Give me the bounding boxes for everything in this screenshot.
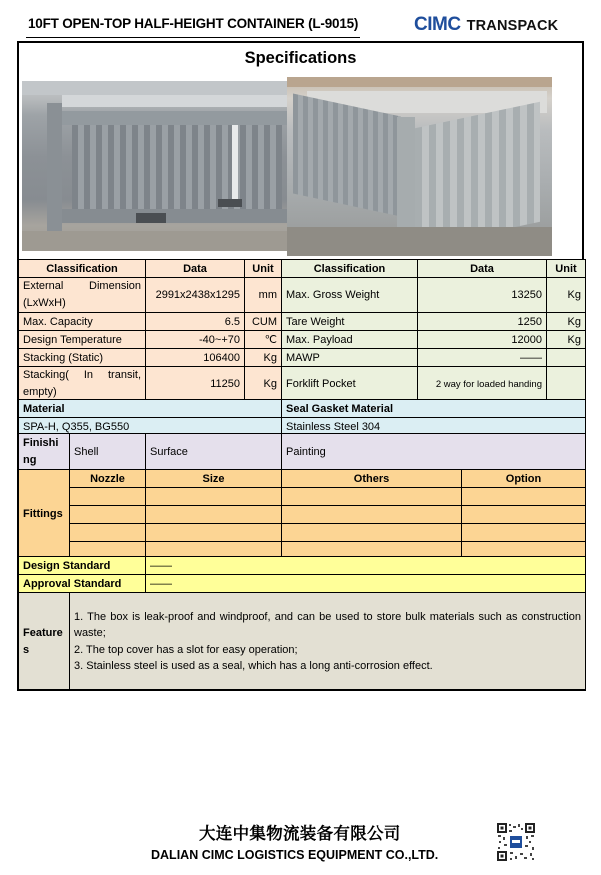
spec-unit: Kg bbox=[245, 349, 282, 367]
spec-unit: Kg bbox=[547, 313, 586, 331]
features-list bbox=[70, 593, 586, 691]
document-title: 10FT OPEN-TOP HALF-HEIGHT CONTAINER (L-9015) bbox=[28, 16, 359, 31]
fitting-option bbox=[462, 524, 586, 542]
feature-item: 2. The top cover has a slot for easy operation; bbox=[74, 643, 298, 656]
design-standard-row bbox=[19, 557, 586, 575]
finishing-value: Painting bbox=[282, 434, 586, 470]
spec-unit bbox=[547, 367, 586, 402]
spec-value: 13250 bbox=[418, 278, 547, 313]
approval-standard-value: —— bbox=[146, 575, 586, 593]
spec-unit: Kg bbox=[547, 331, 586, 349]
title-underline bbox=[26, 37, 360, 38]
spec-value: 11250 bbox=[146, 367, 245, 402]
spec-label: Max. Gross Weight bbox=[282, 278, 418, 313]
design-standard-label: Design Standard bbox=[19, 557, 146, 575]
header-classification-right: Classification bbox=[282, 260, 418, 278]
spec-value: 2991x2438x1295 bbox=[146, 278, 245, 313]
approval-standard-label: Approval Standard bbox=[19, 575, 146, 593]
spec-label: Stacking( In transit, empty) bbox=[19, 367, 146, 402]
brand-sub: TRANSPACK bbox=[466, 18, 559, 34]
spec-row bbox=[19, 313, 586, 331]
fitting-others bbox=[282, 506, 462, 524]
finishing-shell: Shell bbox=[70, 434, 146, 470]
qr-code-icon bbox=[496, 822, 536, 862]
section-title: Specifications bbox=[244, 49, 357, 67]
spec-value: 2 way for loaded handing bbox=[418, 367, 547, 402]
company-name-cn: 大连中集物流装备有限公司 bbox=[199, 825, 401, 843]
header-data: Data bbox=[146, 260, 245, 278]
header-classification: Classification bbox=[19, 260, 146, 278]
fitting-option bbox=[462, 488, 586, 506]
spec-row bbox=[19, 367, 586, 402]
fittings-header-row bbox=[19, 470, 586, 488]
brand-main: CIMC bbox=[414, 14, 461, 35]
material-table bbox=[18, 399, 586, 436]
material-header-row bbox=[19, 400, 586, 418]
spec-value: -40~+70 bbox=[146, 331, 245, 349]
fitting-nozzle bbox=[70, 488, 146, 506]
container-photo-side bbox=[22, 81, 287, 251]
spec-value: 1250 bbox=[418, 313, 547, 331]
spec-label: Design Temperature bbox=[19, 331, 146, 349]
spec-unit: Kg bbox=[547, 278, 586, 313]
spec-label: MAWP bbox=[282, 349, 418, 367]
spec-label: Max. Payload bbox=[282, 331, 418, 349]
fittings-label: Fittings bbox=[19, 470, 70, 560]
finishing-surface: Surface bbox=[146, 434, 282, 470]
fitting-option bbox=[462, 506, 586, 524]
design-standard-value: —— bbox=[146, 557, 586, 575]
company-name-en: DALIAN CIMC LOGISTICS EQUIPMENT CO.,LTD. bbox=[151, 848, 439, 862]
fitting-size bbox=[146, 524, 282, 542]
spec-row bbox=[19, 349, 586, 367]
standards-table bbox=[18, 556, 586, 593]
fitting-nozzle bbox=[70, 506, 146, 524]
spec-value: 106400 bbox=[146, 349, 245, 367]
finishing-row bbox=[19, 434, 586, 470]
header-size: Size bbox=[146, 470, 282, 488]
seal-gasket-label: Seal Gasket Material bbox=[282, 400, 586, 418]
spec-unit: ℃ bbox=[245, 331, 282, 349]
spec-value: 6.5 bbox=[146, 313, 245, 331]
fitting-others bbox=[282, 488, 462, 506]
spec-label: External Dimension (LxWxH) bbox=[19, 278, 146, 313]
spec-row bbox=[19, 331, 586, 349]
header-nozzle: Nozzle bbox=[70, 470, 146, 488]
features-label: Features bbox=[19, 593, 70, 691]
spec-header-row bbox=[19, 260, 586, 278]
features-table bbox=[18, 592, 586, 691]
header-unit-right: Unit bbox=[547, 260, 586, 278]
spec-label: Max. Capacity bbox=[19, 313, 146, 331]
fittings-row bbox=[19, 524, 586, 542]
spec-unit bbox=[547, 349, 586, 367]
spec-label: Tare Weight bbox=[282, 313, 418, 331]
header-data-right: Data bbox=[418, 260, 547, 278]
fittings-row bbox=[19, 488, 586, 506]
seal-gasket-value: Stainless Steel 304 bbox=[282, 418, 586, 436]
feature-item: 1. The box is leak-proof and windproof, and can be used to store bulk materials such as construction waste; bbox=[74, 610, 581, 639]
finishing-table bbox=[18, 433, 586, 470]
material-value: SPA-H, Q355, BG550 bbox=[19, 418, 282, 436]
fittings-table bbox=[18, 469, 586, 560]
spec-table bbox=[18, 259, 586, 402]
fitting-others bbox=[282, 524, 462, 542]
spec-label: Stacking (Static) bbox=[19, 349, 146, 367]
container-photo-corner bbox=[287, 77, 552, 256]
spec-unit: mm bbox=[245, 278, 282, 313]
fitting-size bbox=[146, 506, 282, 524]
fittings-row bbox=[19, 506, 586, 524]
features-row bbox=[19, 593, 586, 691]
header-others: Others bbox=[282, 470, 462, 488]
frame-bottom-border bbox=[17, 689, 585, 691]
fitting-nozzle bbox=[70, 524, 146, 542]
approval-standard-row bbox=[19, 575, 586, 593]
fitting-size bbox=[146, 488, 282, 506]
spec-value: 12000 bbox=[418, 331, 547, 349]
spec-label: Forklift Pocket bbox=[282, 367, 418, 402]
spec-unit: Kg bbox=[245, 367, 282, 402]
header-option: Option bbox=[462, 470, 586, 488]
header-unit: Unit bbox=[245, 260, 282, 278]
material-label: Material bbox=[19, 400, 282, 418]
brand-logo bbox=[414, 14, 558, 36]
spec-row bbox=[19, 278, 586, 313]
spec-value: —— bbox=[418, 349, 547, 367]
spec-unit: CUM bbox=[245, 313, 282, 331]
finishing-label: Finishing bbox=[19, 434, 70, 470]
feature-item: 3. Stainless steel is used as a seal, which has a long anti-corrosion effect. bbox=[74, 660, 433, 672]
